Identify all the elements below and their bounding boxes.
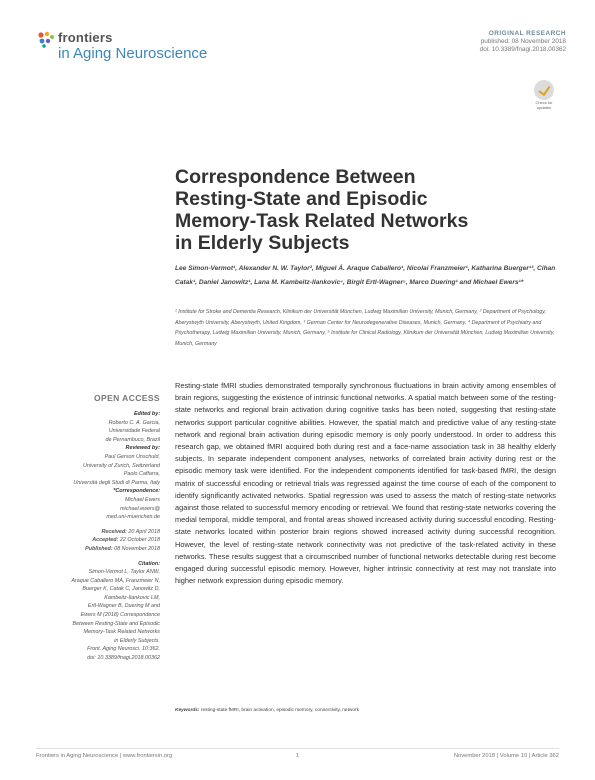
citation-label: Citation: xyxy=(138,560,160,567)
doi-link[interactable]: doi: 10.3389/fnagi.2018.00362 xyxy=(479,46,566,54)
citation-line: Simon-Vermot L, Taylor ANW, xyxy=(88,569,160,576)
published-date: published: 08 November 2018 xyxy=(480,38,566,46)
correspondence-label: *Correspondence: xyxy=(113,488,160,495)
citation-line: Araque Caballero MÁ, Franzmeier N, xyxy=(71,577,160,584)
citation-line: in Elderly Subjects. xyxy=(114,637,160,644)
citation-line: Between Resting-State and Episodic xyxy=(72,620,160,627)
correspondence-line: Michael Ewers xyxy=(124,496,160,503)
journal-name: in Aging Neuroscience xyxy=(58,45,208,62)
check-updates-label: Check for updates xyxy=(535,100,553,110)
article-type: ORIGINAL RESEARCH xyxy=(488,30,566,37)
frontiers-logo-icon xyxy=(36,30,56,50)
reviewer-line: Paul Gerson Unschuld, xyxy=(104,453,160,460)
page-number: 1 xyxy=(296,753,300,759)
citation-line: Ewers M (2018) Correspondence xyxy=(80,612,160,619)
check-for-updates-button[interactable] xyxy=(530,80,558,110)
reviewer-line: University of Zurich, Switzerland xyxy=(83,462,160,469)
correspondence-email[interactable]: michael.ewers@ xyxy=(120,505,160,512)
open-access-label: OPEN ACCESS xyxy=(94,393,160,403)
abstract-text: Resting-state fMRI studies demonstrated temporally synchronous fluctuations in brain activity among ensembles of brain regions, suggesting the existence of intrinsic functional networks. A spatial match between some of the resting-state networks and regional brain activation during cognitive tasks has been noted, suggesting that resting-state networks support particular cognitive abilities. However, the spatial match and predictive value of any resting-state network and regional brain activation during episodic memory is only poorly understood. In order to address this research gap, we obtained fMRI acquired both during rest and a face-name association task in 38 healthy elderly subjects. In separate independent component analyses, networks of correlated brain activity during rest or the episodic memory task were identified. For the independent components identified for task-based fMRI, the design matrix of successful encoding or retrieval trials was regressed against the time course of each of the component to identify significantly activated networks. Spatial regression was used to assess the match of resting-state networks against those related to successful memory encoding or retrieval. We found that resting-state networks covering the medial temporal, middle temporal, and frontal areas showed increased activity during successful encoding. Resting-state networks located within posterior brain regions showed increased activity during successful recognition. However, the level of resting-state network connectivity was not predictive of the task-related activity in these networks. These results suggest that a circumscribed number of functional networks detectable during rest become engaged during successful episodic memory. However, higher intrinsic connectivity at rest may not translate into higher network expression during episodic memory. xyxy=(175,381,556,586)
keywords-list: resting-state fMRI, brain activation, episodic memory, connectivity, network xyxy=(200,708,360,713)
author-list: Lee Simon-Vermot¹, Alexander N. W. Taylor², Miguel Á. Araque Caballero¹, Nicolai Franzmeier¹, Katharina Buerger¹³, Cihan Catak¹, Daniel Janowitz¹, Lana M. Kambeitz-Ilankovic⁴, Birgit Ertl-Wagner⁵, Marco Duering¹ and Michael Ewers¹* xyxy=(175,265,556,286)
article-meta xyxy=(480,30,566,55)
check-updates-icon xyxy=(534,80,554,100)
article-sidebar xyxy=(36,410,160,663)
editor-line: Universidade Federal xyxy=(108,428,160,435)
footer-journal-link[interactable]: Frontiers in Aging Neuroscience | www.frontiersin.org xyxy=(36,753,173,759)
reviewer-line: Università degli Studi di Parma, Italy xyxy=(73,479,160,486)
citation-line: doi: 10.3389/fnagi.2018.00362 xyxy=(87,655,160,662)
editor-line: de Pernambuco, Brazil xyxy=(105,436,160,443)
correspondence-email[interactable]: med.uni-muenchen.de xyxy=(106,514,160,521)
citation-line: Memory-Task Related Networks xyxy=(83,629,160,636)
citation-line: Buerger K, Catak C, Janowitz D, xyxy=(82,586,160,593)
affiliations: ¹ Institute for Stroke and Dementia Research, Klinikum der Universität München, Ludwig Maximilian University, Munich, Germany, ² Department of Psychology, Aberystwyth University, Aberystwyth, United Kingdom, ³ German Center for Neurodegenerative Diseases, Munich, Germany, ⁴ Department of Psychiatry and Psychotherapy, Ludwig Maximilian University, Munich, Germany, ⁵ Institute for Clinical Radiology, Klinikum der Universität München, Ludwig Maximilian University, Munich, Germany xyxy=(175,309,555,347)
brand-name: frontiers xyxy=(58,30,113,45)
accepted-date: Accepted: 22 October 2018 xyxy=(92,537,160,544)
citation-line: Kambeitz-Ilankovic LM, xyxy=(104,594,160,601)
editor-line: Roberto C. A. Garcia, xyxy=(108,419,160,426)
reviewer-line: Paolo Caffarra, xyxy=(123,471,160,478)
page-footer xyxy=(36,748,559,764)
citation-line: Front. Aging Neurosci. 10:362. xyxy=(87,646,160,653)
footer-issue: November 2018 | Volume 10 | Article 362 xyxy=(453,753,559,759)
article-title: Correspondence Between Resting-State and Episodic Memory-Task Related Networks in Elderly Subjects xyxy=(175,166,469,254)
received-date: Received: 20 April 2018 xyxy=(101,528,160,535)
published-date-sidebar: Published: 08 November 2018 xyxy=(85,545,160,552)
citation-line: Ertl-Wagner B, Duering M and xyxy=(87,603,160,610)
reviewed-by-label: Reviewed by: xyxy=(125,445,160,452)
keywords xyxy=(175,708,556,713)
journal-logo xyxy=(36,28,208,68)
keywords-label: Keywords: xyxy=(175,708,200,713)
edited-by-label: Edited by: xyxy=(133,411,160,417)
